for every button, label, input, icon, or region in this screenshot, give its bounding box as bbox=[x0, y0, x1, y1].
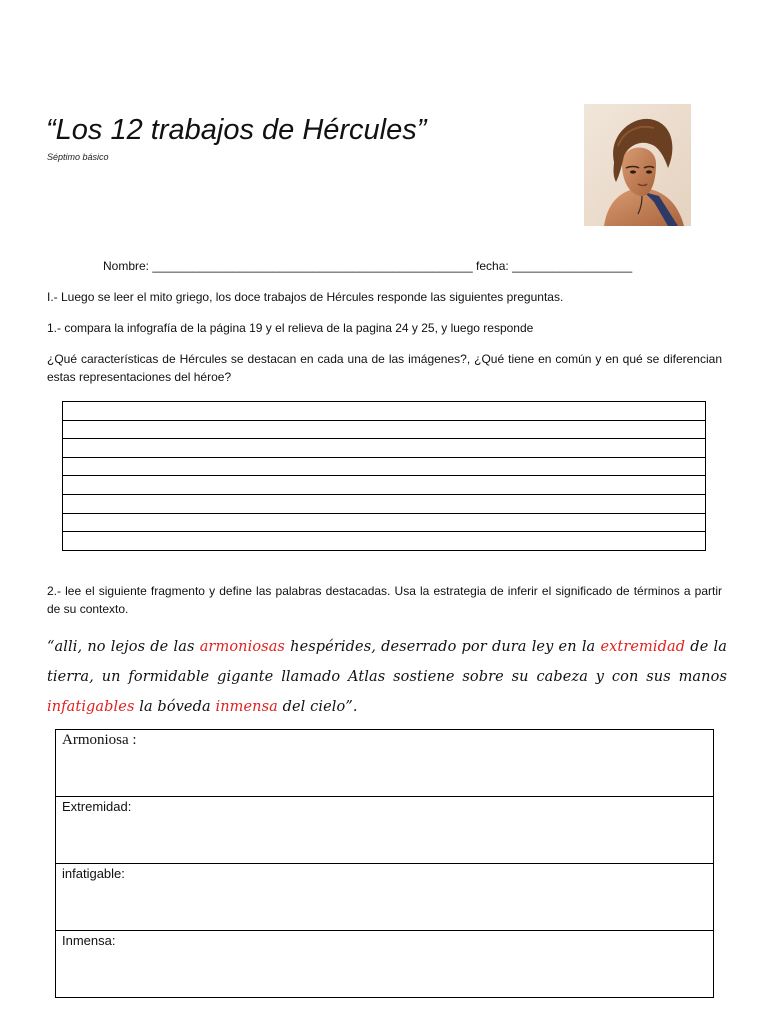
highlight-word-armoniosas: armoniosas bbox=[199, 639, 285, 655]
vocab-cell-infatigable[interactable] bbox=[56, 864, 714, 931]
answer-line[interactable] bbox=[63, 420, 706, 439]
name-date-line bbox=[103, 259, 632, 273]
vocab-cell-extremidad[interactable] bbox=[56, 797, 714, 864]
answer-lines-table bbox=[62, 401, 706, 551]
vocab-label: infatigable: bbox=[62, 866, 125, 881]
date-field[interactable]: __________________ bbox=[512, 259, 633, 273]
answer-line[interactable] bbox=[63, 494, 706, 513]
answer-line[interactable] bbox=[63, 402, 706, 421]
answer-line[interactable] bbox=[63, 476, 706, 495]
vocabulary-table bbox=[55, 729, 714, 998]
name-field[interactable]: ________________________________________________ bbox=[152, 259, 473, 273]
quote-text: del cielo”. bbox=[277, 699, 358, 715]
question-2: 2.- lee el siguiente fragmento y define las palabras destacadas. Usa la estrategia de inferir el significado de términos a partir de su contexto. bbox=[47, 584, 722, 616]
question-1-detail: ¿Qué características de Hércules se destacan en cada una de las imágenes?, ¿Qué tiene en común y en qué se diferencian estas representaciones del héroe? bbox=[47, 352, 722, 384]
myth-quote bbox=[47, 632, 727, 722]
vocab-label: Inmensa: bbox=[62, 933, 116, 948]
vocab-cell-inmensa[interactable] bbox=[56, 931, 714, 998]
name-label: Nombre: bbox=[103, 259, 150, 273]
quote-text: hespérides, deserrado por dura ley en la bbox=[284, 639, 601, 655]
section-intro: I.- Luego se leer el mito griego, los doce trabajos de Hércules responde las siguientes preguntas. bbox=[47, 290, 564, 304]
grade-subtitle: Séptimo básico bbox=[47, 152, 109, 162]
highlight-word-inmensa: inmensa bbox=[215, 699, 278, 715]
vocab-label: Extremidad: bbox=[62, 799, 132, 814]
vocab-cell-armoniosa[interactable] bbox=[56, 730, 714, 797]
answer-line[interactable] bbox=[63, 439, 706, 458]
highlight-word-extremidad: extremidad bbox=[600, 639, 686, 655]
worksheet-title: “Los 12 trabajos de Hércules” bbox=[46, 114, 427, 146]
quote-text: la bóveda bbox=[134, 699, 216, 715]
answer-line[interactable] bbox=[63, 457, 706, 476]
vocab-label: Armoniosa : bbox=[62, 732, 137, 748]
answer-line[interactable] bbox=[63, 532, 706, 551]
question-1: 1.- compara la infografía de la página 19 y el relieva de la pagina 24 y 25, y luego responde bbox=[47, 321, 534, 335]
highlight-word-infatigables: infatigables bbox=[47, 699, 135, 715]
hercules-portrait-image bbox=[584, 104, 691, 226]
date-label: fecha: bbox=[476, 259, 509, 273]
quote-text: de la tierra, un formidable gigante llamado Atlas sostiene sobre su cabeza y con sus manos bbox=[47, 639, 728, 685]
answer-line[interactable] bbox=[63, 513, 706, 532]
quote-text: “alli, no lejos de las bbox=[47, 639, 200, 655]
